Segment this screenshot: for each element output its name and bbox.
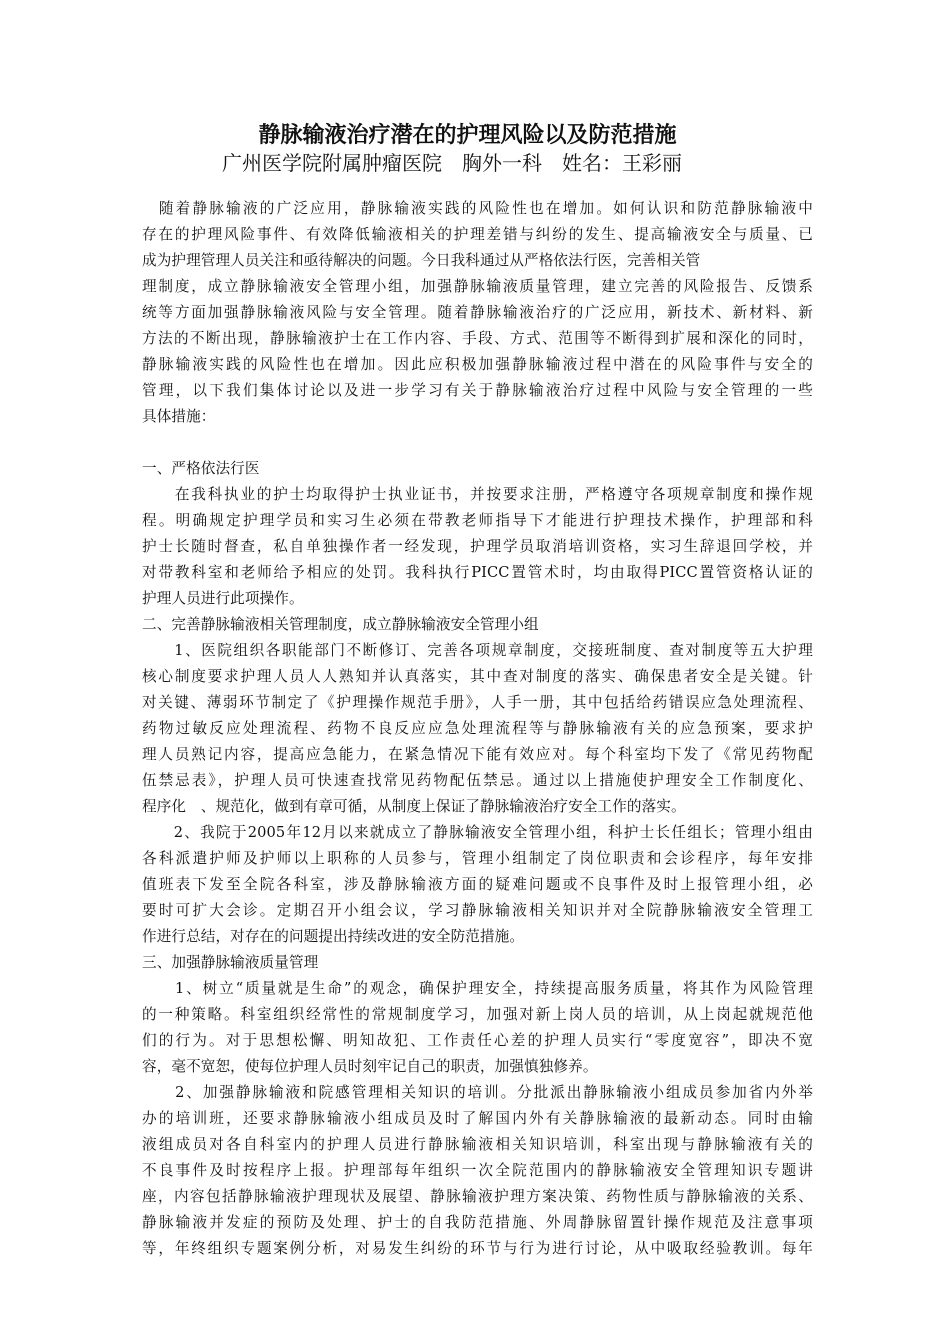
body-line: 对关键、薄弱环节制定了《护理操作规范手册》，人手一册，其中包括给药错误应急处理流程、 xyxy=(142,694,813,711)
body-line: 静脉输液并发症的预防及处理、护士的自我防范措施、外周静脉留置针操作规范及注意事项 xyxy=(142,1214,813,1231)
body-line: 办的培训班，还要求静脉输液小组成员及时了解国内外有关静脉输液的最新动态。同时由输 xyxy=(142,1110,813,1127)
body-line: 伍禁忌表》，护理人员可快速查找常见药物配伍禁忌。通过以上措施使护理安全工作制度化、 xyxy=(142,772,813,789)
body-line: 存在的护理风险事件、有效降低输液相关的护理差错与纠纷的发生、提高输液安全与质量、已 xyxy=(142,226,813,243)
body-line: 成为护理管理人员关注和亟待解决的问题。今日我科通过从严格依法行医，完善相关管 xyxy=(142,252,701,269)
body-line: 程。明确规定护理学员和实习生必须在带教老师指导下才能进行护理技术操作，护理部和科 xyxy=(142,512,813,529)
body-line: 1、医院组织各职能部门不断修订、完善各项规章制度，交接班制度、查对制度等五大护理 xyxy=(142,642,813,659)
body-line: 对带教科室和老师给予相应的处罚。我科执行PICC置管术时，均由取得PICC置管资格认证的 xyxy=(142,564,813,581)
body-line: 座，内容包括静脉输液护理现状及展望、静脉输液护理方案决策、药物性质与静脉输液的关系、 xyxy=(142,1188,813,1205)
body-line: 二、完善静脉输液相关管理制度，成立静脉输液安全管理小组 xyxy=(142,616,539,633)
body-line: 一、严格依法行医 xyxy=(142,460,260,477)
body-line: 们的行为。对于思想松懈、明知故犯、工作责任心差的护理人员实行“零度宽容”，即决不宽 xyxy=(142,1032,813,1049)
body-line: 程序化 、规范化，做到有章可循，从制度上保证了静脉输液治疗安全工作的落实。 xyxy=(142,798,686,815)
body-line: 2、加强静脉输液和院感管理相关知识的培训。分批派出静脉输液小组成员参加省内外举 xyxy=(142,1084,813,1101)
body-line: 统等方面加强静脉输液风险与安全管理。随着静脉输液治疗的广泛应用，新技术、新材料、新 xyxy=(142,304,813,321)
body-line: 作进行总结，对存在的问题提出持续改进的安全防范措施。 xyxy=(142,928,525,945)
body-line: 液组成员对各自科室内的护理人员进行静脉输液相关知识培训，科室出现与静脉输液有关的 xyxy=(142,1136,813,1153)
body-line xyxy=(142,430,813,456)
document-title: 静脉输液治疗潜在的护理风险以及防范措施 xyxy=(258,123,677,148)
body-line: 具体措施： xyxy=(142,408,216,425)
body-line: 护士长随时督查，私自单独操作者一经发现，护理学员取消培训资格，实习生辞退回学校，并 xyxy=(142,538,813,555)
body-line: 静脉输液实践的风险性也在增加。因此应积极加强静脉输液过程中潜在的风险事件与安全的 xyxy=(142,356,813,373)
body-line: 各科派遣护师及护师以上职称的人员参与，管理小组制定了岗位职责和会诊程序，每年安排 xyxy=(142,850,813,867)
body-line: 2、我院于2005年12月以来就成立了静脉输液安全管理小组，科护士长任组长；管理小组由 xyxy=(142,824,813,841)
body-line: 三、加强静脉输液质量管理 xyxy=(142,954,319,971)
body-line: 在我科执业的护士均取得护士执业证书，并按要求注册，严格遵守各项规章制度和操作规 xyxy=(142,486,813,503)
body-line: 等，年终组织专题案例分析，对易发生纠纷的环节与行为进行讨论，从中吸取经验教训。每年 xyxy=(142,1240,813,1257)
document-subtitle: 广州医学院附属肿瘤医院 胸外一科 姓名：王彩丽 xyxy=(222,151,682,175)
body-line: 护理人员进行此项操作。 xyxy=(142,590,304,607)
body-line: 管理，以下我们集体讨论以及进一步学习有关于静脉输液治疗过程中风险与安全管理的一些 xyxy=(142,382,813,399)
body-line: 不良事件及时按程序上报。护理部每年组织一次全院范围内的静脉输液安全管理知识专题讲 xyxy=(142,1162,813,1179)
body-line: 随着静脉输液的广泛应用，静脉输液实践的风险性也在增加。如何认识和防范静脉输液中 xyxy=(142,200,813,217)
body-line: 容，毫不宽恕，使每位护理人员时刻牢记自己的职责，加强慎独修养。 xyxy=(142,1058,598,1075)
body-line: 理制度，成立静脉输液安全管理小组，加强静脉输液质量管理，建立完善的风险报告、反馈系 xyxy=(142,278,813,295)
body-line: 1、树立“质量就是生命”的观念，确保护理安全，持续提高服务质量，将其作为风险管理 xyxy=(142,980,813,997)
body-line: 药物过敏反应处理流程、药物不良反应应急处理流程等与静脉输液有关的应急预案，要求护 xyxy=(142,720,813,737)
body-line: 方法的不断出现，静脉输液护士在工作内容、手段、方式、范围等不断得到扩展和深化的同时， xyxy=(142,330,813,347)
body-line: 的一种策略。科室组织经常性的常规制度学习，加强对新上岗人员的培训，从上岗起就规范他 xyxy=(142,1006,813,1023)
body-line: 要时可扩大会诊。定期召开小组会议，学习静脉输液相关知识并对全院静脉输液安全管理工 xyxy=(142,902,813,919)
body-line: 核心制度要求护理人员人人熟知并认真落实，其中查对制度的落实、确保患者安全是关键。针 xyxy=(142,668,813,685)
body-line: 值班表下发至全院各科室，涉及静脉输液方面的疑难问题或不良事件及时上报管理小组，必 xyxy=(142,876,813,893)
body-line: 理人员熟记内容，提高应急能力，在紧急情况下能有效应对。每个科室均下发了《常见药物配 xyxy=(142,746,813,763)
